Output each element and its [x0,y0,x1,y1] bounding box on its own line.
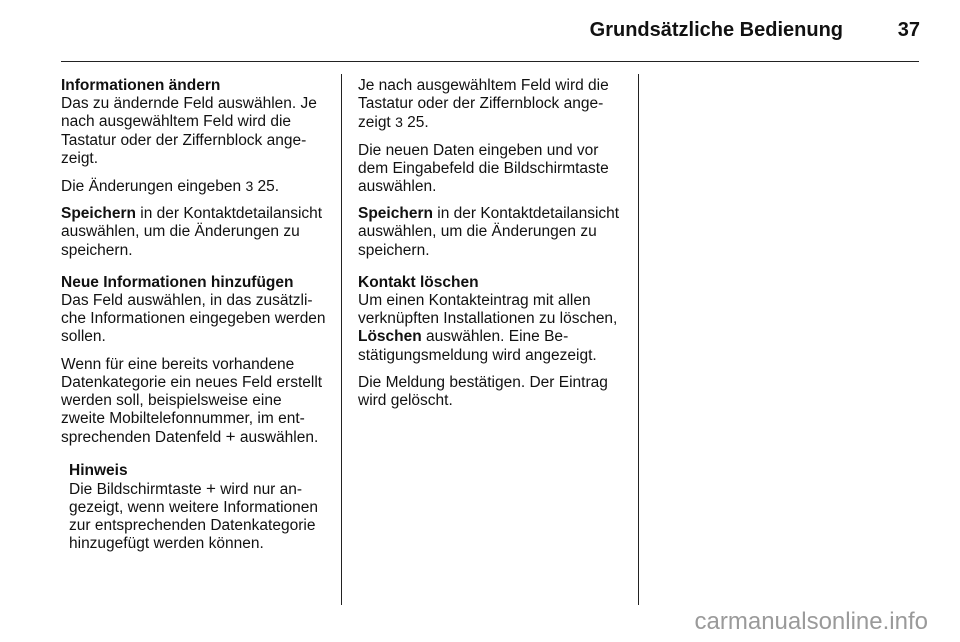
note-text: Die Bildschirmtaste + wird nur angezeigt, wenn weitere Informationen zur entsprechenden Datenkategorie hinzugefügt werden können. [69,478,319,553]
note-title: Hinweis [69,461,128,479]
bold-term: Löschen [358,328,422,346]
bold-term: Speichern [61,205,136,223]
note-box [69,462,329,554]
paragraph: Die Meldung bestätigen. Der Eintrag wird gelöscht. [358,373,608,410]
right-column [358,77,626,424]
page-number: 37 [897,19,920,41]
header-rule [61,61,919,62]
paragraph: Um einen Kontakteintrag mit allen verknüpften Installationen zu löschen, Löschen auswählen. Eine Bestätigungsmeldung wird angezeigt. [358,292,618,364]
plus-icon: + [225,427,236,447]
section-heading: Neue Informationen hinzufügen [61,273,294,291]
section-neue-informationen [61,274,329,448]
plus-icon: + [205,478,216,498]
paragraph: Wenn für eine bereits vorhandene Datenkategorie ein neues Feld erstellt werden soll, beispielsweise eine zweite Mobiltelefonnummer, im entsprechenden Datenfeld + auswählen. [61,355,323,447]
page-ref: 25. [407,114,429,132]
paragraph: Das Feld auswählen, in das zusätzliche Informationen eingegeben werden sollen. [61,292,326,346]
section-informationen-aendern [61,77,329,260]
section-kontakt-loeschen [358,274,626,410]
paragraph: Je nach ausgewähltem Feld wird die Tastatur oder der Ziffernblock angezeigt 3 25. [358,77,609,132]
column-divider-left [341,74,342,605]
paragraph: Das zu ändernde Feld auswählen. Je nach ausgewähltem Feld wird die Tastatur oder der Ziffernblock angezeigt. [61,95,317,167]
section-heading: Kontakt löschen [358,273,479,291]
paragraph: Die Änderungen eingeben 3 25. [61,178,280,196]
page-ref-arrow-icon: 3 [395,114,403,131]
watermark: carmanualsonline.info [694,608,928,635]
page-title: Grundsätzliche Bedienung [589,19,843,41]
page-ref-arrow-icon: 3 [245,178,254,195]
column-divider-right [638,74,639,605]
paragraph: Speichern in der Kontaktdetailansicht auswählen, um die Änderungen zu speichern. [358,205,620,259]
section-heading: Informationen ändern [61,77,221,94]
bold-term: Speichern [358,205,433,223]
left-column [61,77,329,554]
paragraph: Die neuen Daten eingeben und vor dem Eingabefeld die Bildschirmtaste auswählen. [358,141,609,196]
paragraph: Speichern in der Kontaktdetailansicht auswählen, um die Änderungen zu speichern. [61,205,323,259]
page-ref: 25. [257,178,280,196]
